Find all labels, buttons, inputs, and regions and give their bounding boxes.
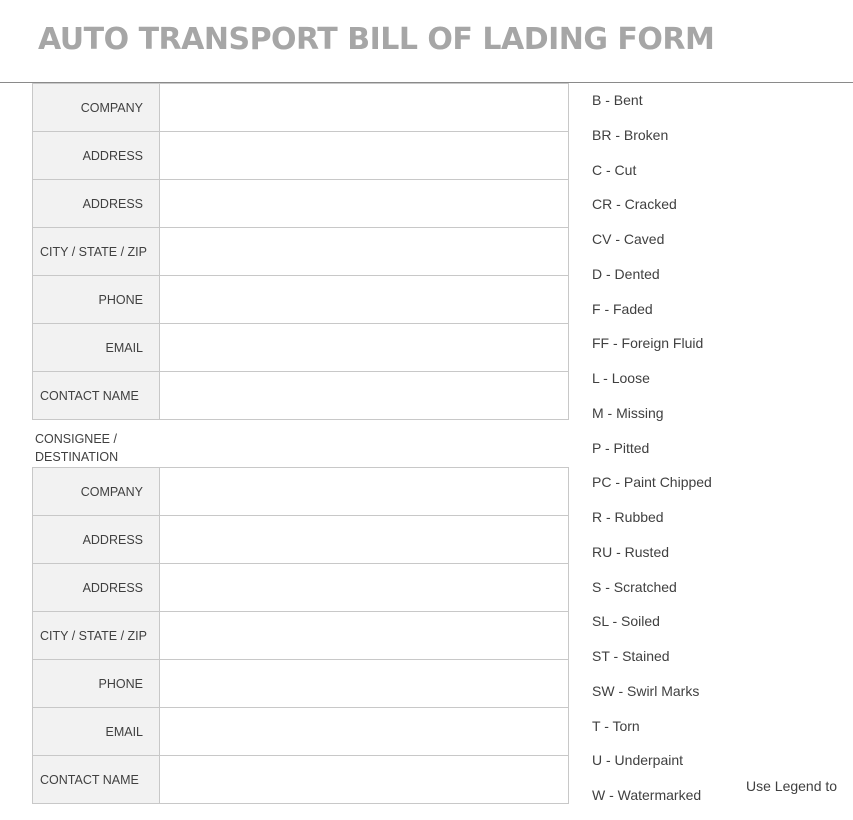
address-label: ADDRESS: [33, 180, 160, 228]
table-row: [33, 564, 569, 612]
shipper-table: [32, 83, 569, 420]
legend-item: S - Scratched: [592, 578, 677, 595]
phone-label: PHONE: [33, 660, 160, 708]
phone-field[interactable]: [160, 660, 569, 708]
address-field[interactable]: [160, 132, 569, 180]
address-label: ADDRESS: [33, 516, 160, 564]
legend-item: C - Cut: [592, 161, 637, 178]
legend-item: U - Underpaint: [592, 752, 684, 769]
city-state-zip-field[interactable]: [160, 228, 569, 276]
email-field[interactable]: [160, 708, 569, 756]
city-state-zip-label: CITY / STATE / ZIP: [33, 612, 160, 660]
table-row: [33, 612, 569, 660]
company-field[interactable]: [160, 468, 569, 516]
email-label: EMAIL: [33, 708, 160, 756]
legend-item: M - Missing: [592, 404, 664, 421]
address-field[interactable]: [160, 564, 569, 612]
destination-heading-line: DESTINATION: [35, 450, 119, 464]
table-row: [33, 756, 569, 804]
phone-label: PHONE: [33, 276, 160, 324]
legend-item: ST - Stained: [592, 648, 670, 664]
address-label: ADDRESS: [33, 132, 160, 180]
city-state-zip-field[interactable]: [160, 612, 569, 660]
company-field[interactable]: [160, 84, 569, 132]
legend-item: CR - Cracked: [592, 196, 677, 213]
damage-legend: [592, 90, 712, 820]
contact-name-label: CONTACT NAME: [33, 372, 160, 420]
legend-item: L - Loose: [592, 370, 650, 386]
legend-item: RU - Rusted: [592, 543, 670, 560]
legend-item: CV - Caved: [592, 231, 665, 247]
email-label: EMAIL: [33, 324, 160, 372]
table-row: [33, 708, 569, 756]
legend-note: Use Legend to: [746, 778, 838, 794]
legend-item: D - Dented: [592, 265, 660, 282]
legend-item: FF - Foreign Fluid: [592, 335, 704, 352]
legend-item: T - Torn: [592, 717, 640, 734]
contact-name-label: CONTACT NAME: [33, 756, 160, 804]
table-row: [33, 132, 569, 180]
table-row: [33, 468, 569, 516]
consignee-heading: [35, 430, 118, 466]
address-label: ADDRESS: [33, 564, 160, 612]
table-row: [33, 660, 569, 708]
table-row: [33, 372, 569, 420]
legend-item: B - Bent: [592, 92, 643, 108]
table-row: [33, 180, 569, 228]
consignee-heading-line: CONSIGNEE /: [35, 432, 117, 446]
table-row: [33, 228, 569, 276]
phone-field[interactable]: [160, 276, 569, 324]
address-field[interactable]: [160, 516, 569, 564]
city-state-zip-label: CITY / STATE / ZIP: [33, 228, 160, 276]
company-label: COMPANY: [33, 84, 160, 132]
legend-item: BR - Broken: [592, 126, 669, 143]
company-label: COMPANY: [33, 468, 160, 516]
legend-item: F - Faded: [592, 300, 653, 317]
consignee-table: [32, 467, 569, 804]
title-bar: [0, 0, 853, 83]
table-row: [33, 276, 569, 324]
form-title: AUTO TRANSPORT BILL OF LADING FORM: [38, 22, 715, 57]
address-field[interactable]: [160, 180, 569, 228]
email-field[interactable]: [160, 324, 569, 372]
legend-item: W - Watermarked: [592, 787, 702, 803]
contact-name-field[interactable]: [160, 756, 569, 804]
table-row: [33, 324, 569, 372]
table-row: [33, 84, 569, 132]
legend-item: PC - Paint Chipped: [592, 474, 712, 491]
table-row: [33, 516, 569, 564]
legend-item: P - Pitted: [592, 439, 650, 456]
contact-name-field[interactable]: [160, 372, 569, 420]
legend-item: SL - Soiled: [592, 613, 660, 630]
legend-item: SW - Swirl Marks: [592, 682, 700, 699]
legend-item: R - Rubbed: [592, 509, 664, 525]
